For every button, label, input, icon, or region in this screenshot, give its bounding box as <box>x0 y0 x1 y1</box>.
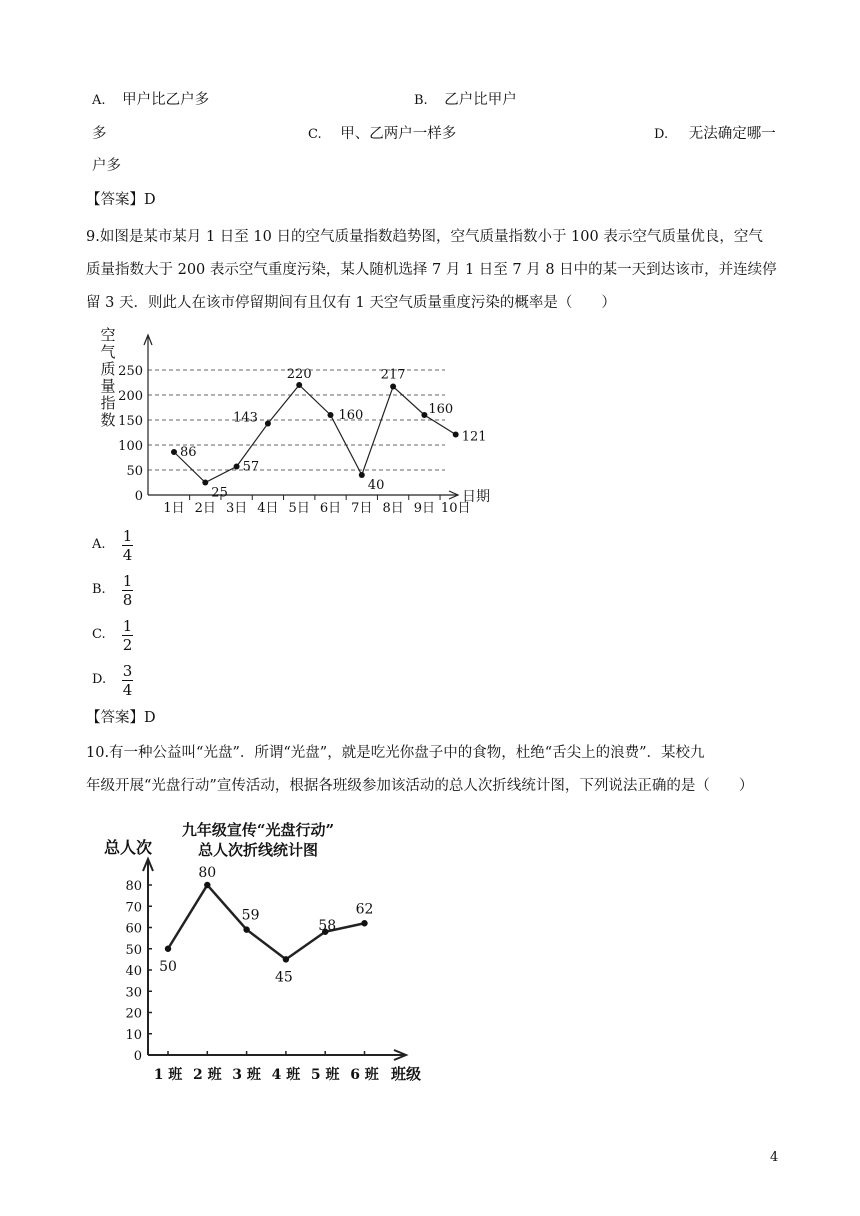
option-letter: D. <box>654 127 669 142</box>
data-label: 57 <box>242 459 260 475</box>
x-axis-label: 日期 <box>462 489 490 505</box>
option-letter: C. <box>308 127 322 142</box>
y-axis-label-char: 质 <box>100 360 116 378</box>
x-tick-label: 1 班 <box>153 1067 183 1083</box>
data-label: 45 <box>274 969 293 986</box>
class-participation-chart <box>100 815 460 1085</box>
x-tick-label: 4日 <box>257 501 279 516</box>
x-tick-label: 2 班 <box>192 1067 222 1083</box>
y-tick-label: 10 <box>125 1027 142 1043</box>
q8-option-b <box>414 90 517 111</box>
y-tick-label: 40 <box>125 964 142 979</box>
data-point <box>421 412 427 418</box>
q9-line-1: 9.如图是某市某月 1 日至 10 日的空气质量指数趋势图，空气质量指数小于 100 表示空气质量优良，空气 <box>86 229 763 245</box>
chart-title: 九年级宣传“光盘行动” <box>181 821 335 839</box>
y-tick-label: 0 <box>134 489 143 504</box>
data-point <box>265 421 271 427</box>
q9-line-3: 留 3 天．则此人在该市停留期间有且仅有 1 天空气质量重度污染的概率是（ ） <box>86 295 616 311</box>
data-point <box>390 384 396 390</box>
x-tick-label: 9日 <box>413 501 436 516</box>
data-label: 58 <box>318 917 337 934</box>
x-tick-label: 7日 <box>351 501 373 516</box>
numerator: 1 <box>122 617 133 635</box>
numerator: 3 <box>122 662 133 680</box>
q9-option-d-fraction <box>122 663 133 698</box>
y-tick-label: 50 <box>126 464 143 479</box>
y-axis-label: 总人次 <box>104 838 153 857</box>
q9-option-a-letter: A. <box>92 537 106 552</box>
data-point <box>283 956 289 962</box>
denominator: 8 <box>122 591 133 609</box>
x-tick-label: 3 班 <box>232 1067 261 1083</box>
series-line <box>174 385 456 483</box>
x-tick-label: 3日 <box>225 501 248 516</box>
data-point <box>361 920 367 926</box>
data-label: 59 <box>241 907 260 924</box>
data-point <box>204 882 210 888</box>
data-label: 121 <box>461 429 487 445</box>
y-tick-label: 30 <box>125 985 142 1001</box>
denominator: 4 <box>122 681 133 699</box>
y-tick-label: 0 <box>133 1049 142 1064</box>
data-label: 86 <box>180 445 197 460</box>
q8-option-c <box>308 124 456 145</box>
data-point <box>453 432 459 438</box>
data-label: 40 <box>367 478 385 493</box>
data-label: 25 <box>211 485 228 501</box>
x-tick-label: 5 班 <box>310 1067 340 1083</box>
data-label: 62 <box>355 901 374 918</box>
y-axis-label-char: 指 <box>100 394 116 412</box>
numerator: 1 <box>122 527 133 545</box>
q9-option-d-letter: D. <box>92 672 107 687</box>
data-label: 220 <box>286 367 312 382</box>
option-text: 甲户比乙户多 <box>122 92 210 108</box>
y-tick-label: 50 <box>125 942 142 958</box>
data-point <box>171 449 177 455</box>
y-tick-label: 100 <box>118 439 143 454</box>
data-point <box>202 480 208 486</box>
page-number: 4 <box>770 1150 779 1165</box>
data-label: 80 <box>198 865 217 881</box>
y-tick-label: 150 <box>118 414 143 429</box>
q9-option-c-letter: C. <box>92 627 106 642</box>
x-tick-label: 4 班 <box>271 1067 301 1083</box>
option-text: 甲、乙两户一样多 <box>340 126 457 142</box>
data-point <box>165 946 171 952</box>
q9-answer: 【答案】D <box>86 710 156 726</box>
data-label: 143 <box>233 410 258 426</box>
x-tick-label: 1日 <box>163 501 185 516</box>
option-letter: B. <box>414 93 428 108</box>
option-text: 乙户比甲户 <box>444 92 517 108</box>
q8-option-a <box>92 90 209 111</box>
data-label: 217 <box>380 367 406 383</box>
y-tick-label: 70 <box>125 900 142 916</box>
y-tick-label: 60 <box>125 921 142 937</box>
q8-answer: 【答案】D <box>86 192 156 208</box>
option-text: 无法确定哪一 <box>688 126 776 142</box>
chart-subtitle: 总人次折线统计图 <box>197 841 319 859</box>
y-axis-label-char: 数 <box>100 411 116 429</box>
x-tick-label: 5日 <box>288 501 310 516</box>
y-tick-label: 200 <box>118 389 143 404</box>
x-tick-label: 6 班 <box>350 1067 379 1083</box>
q8-option-d <box>654 124 776 145</box>
y-axis-label-char: 空 <box>100 326 116 344</box>
x-tick-label: 10日 <box>440 501 471 516</box>
data-point <box>328 412 334 418</box>
x-axis-label: 班级 <box>391 1065 422 1083</box>
q10-line-1: 10.有一种公益叫“光盘”．所谓“光盘”，就是吃光你盘子中的食物，杜绝“舌尖上的浪费”．某校九 <box>86 745 705 761</box>
q8-option-b-continued: 多 <box>92 126 107 142</box>
data-point <box>243 926 249 932</box>
q10-line-2: 年级开展“光盘行动”宣传活动，根据各班级参加该活动的总人次折线统计图，下列说法正确的是（ ） <box>86 778 754 794</box>
x-tick-label: 2日 <box>194 501 216 516</box>
denominator: 2 <box>122 636 133 654</box>
q9-line-2: 质量指数大于 200 表示空气重度污染，某人随机选择 7 月 1 日至 7 月 8 日中的某一天到达该市，并连续停 <box>86 262 777 278</box>
y-axis-label-char: 气 <box>100 343 116 361</box>
y-axis-label-char: 量 <box>100 377 116 395</box>
data-point <box>234 464 240 470</box>
q9-option-b-letter: B. <box>92 582 106 597</box>
x-tick-label: 6日 <box>319 501 342 516</box>
q9-option-c-fraction <box>122 618 133 653</box>
q9-option-b-fraction <box>122 573 133 608</box>
data-point <box>296 382 302 388</box>
data-point <box>359 472 365 478</box>
denominator: 4 <box>122 546 133 564</box>
q9-option-a-fraction <box>122 528 133 563</box>
data-label: 160 <box>338 408 364 423</box>
y-tick-label: 80 <box>125 879 142 894</box>
x-tick-label: 8日 <box>382 501 404 516</box>
air-quality-chart <box>90 325 510 525</box>
data-label: 160 <box>428 402 454 417</box>
y-tick-label: 20 <box>125 1006 142 1022</box>
data-label: 50 <box>159 958 177 975</box>
y-tick-label: 250 <box>118 364 143 379</box>
numerator: 1 <box>122 572 133 590</box>
q8-option-d-continued: 户多 <box>92 158 121 174</box>
option-letter: A. <box>92 93 106 108</box>
